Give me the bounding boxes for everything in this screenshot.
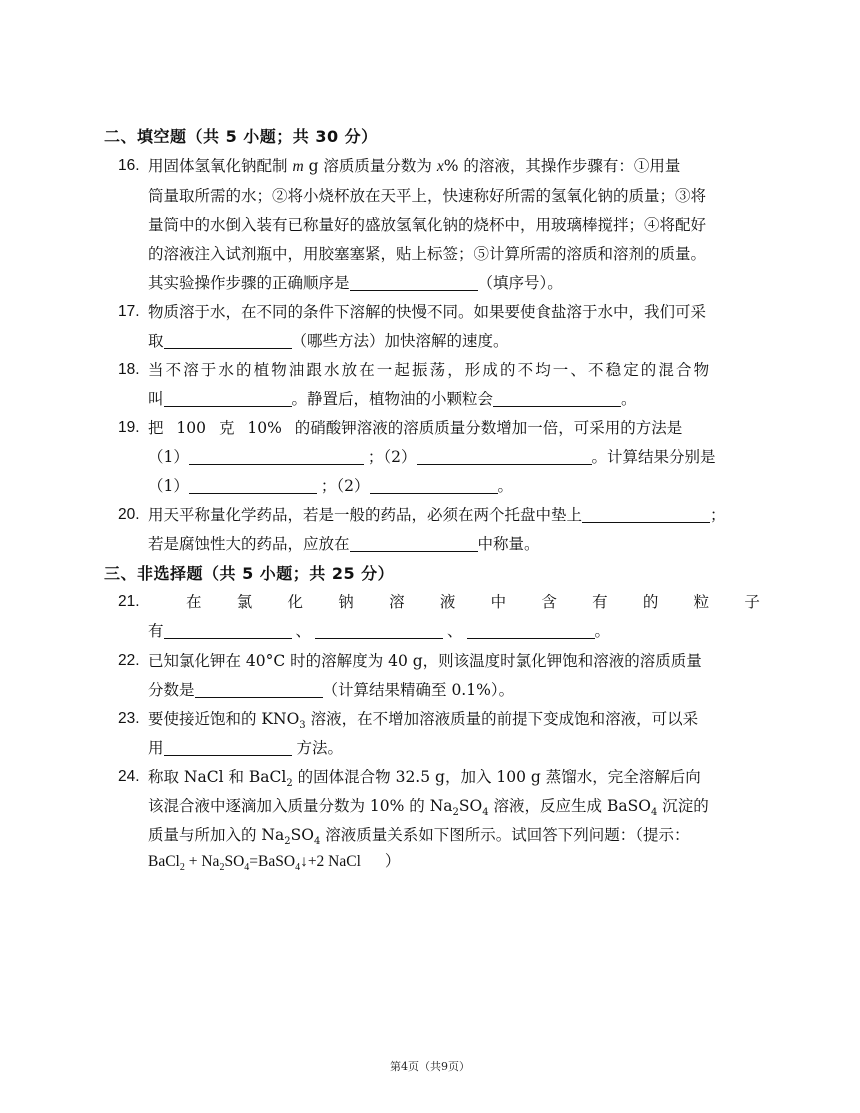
q24-subscript: 4 <box>244 862 250 874</box>
question-number-18: 18. <box>118 361 140 378</box>
q20-text: 用天平称量化学药品，若是一般的药品，必须在两个托盘中垫上 <box>148 506 583 524</box>
q21-word: 氯 <box>236 593 253 611</box>
q19-text: 。计算结果分别是 <box>591 448 716 466</box>
q24-line-1 <box>148 766 701 795</box>
q21-text: 有 <box>148 622 164 640</box>
question-number-22: 22. <box>118 652 140 669</box>
q22-text: 分数是 <box>148 681 195 699</box>
q18-line-1 <box>148 359 760 381</box>
q23-subscript: 3 <box>299 720 306 732</box>
q21-word: 中 <box>490 593 507 611</box>
q24-line-3 <box>148 824 690 853</box>
question-number-23: 23. <box>118 710 140 727</box>
q19-line-3 <box>148 475 513 497</box>
q17-answer-blank[interactable] <box>164 330 292 349</box>
q21-line-2 <box>148 620 610 642</box>
q24-formula: SO <box>224 853 245 870</box>
q21-word: 在 <box>186 593 202 611</box>
q23-line-1 <box>148 708 698 737</box>
q19-text: ；（2） <box>367 448 417 466</box>
q23-text: 溶液，在不增加溶液质量的前提下变成饱和溶液，可以采 <box>305 710 699 728</box>
question-number-24: 24. <box>118 768 140 785</box>
q24-subscript: 4 <box>650 807 658 819</box>
q23-text: 用 <box>148 739 164 757</box>
q21-word: 含 <box>541 593 557 611</box>
question-number-17: 17. <box>118 303 140 320</box>
q20-text: 中称量。 <box>477 535 540 553</box>
q24-text: SO <box>458 797 483 815</box>
q23-text: 要使接近饱和的 KNO <box>148 710 300 728</box>
q20-answer-blank-1[interactable] <box>582 504 710 523</box>
q24-text: SO <box>290 826 314 844</box>
q22-answer-blank[interactable] <box>195 679 323 698</box>
q21-word: 子 <box>744 593 760 611</box>
q16-text: 其实验操作步骤的正确顺序是 <box>148 274 350 292</box>
q21-answer-blank-1[interactable] <box>164 620 292 639</box>
section-heading-fill-in: 二、填空题（共 5 小题；共 30 分） <box>104 127 378 146</box>
q20-text: ； <box>710 506 726 524</box>
q18-text: 。 <box>621 390 637 408</box>
q21-line-1 <box>186 591 760 613</box>
q24-text: 该混合液中逐滴加入质量分数为 10% 的 Na <box>148 797 453 815</box>
q24-text: 的固体混合物 32.5 g，加入 100 g 蒸馏水，完全溶解后向 <box>292 768 701 786</box>
q19-text: （1） <box>148 477 189 495</box>
q18-text: 叫 <box>148 390 164 408</box>
q24-equation <box>148 851 400 879</box>
q17-line-1: 物质溶于水，在不同的条件下溶解的快慢不同。如果要使食盐溶于水中，我们可采 <box>148 303 707 321</box>
page-footer: 第4页（共9页） <box>390 1060 470 1073</box>
q16-line-5 <box>148 272 563 294</box>
q21-word: 溶 <box>389 593 405 611</box>
q24-subscript: 4 <box>482 807 489 819</box>
section-heading-non-choice: 三、非选择题（共 5 小题；共 25 分） <box>104 564 395 583</box>
question-number-19: 19. <box>118 419 140 436</box>
q16-var-m: m <box>292 158 304 175</box>
q24-subscript: 4 <box>295 862 301 874</box>
q23-answer-blank[interactable] <box>164 737 292 756</box>
q19-text: 。 <box>497 477 514 495</box>
q18-answer-blank-2[interactable] <box>493 388 621 407</box>
q24-subscript: 2 <box>286 778 293 790</box>
q16-line-4: 的溶液注入试剂瓶中，用胶塞塞紧，贴上标签；⑤计算所需的溶质和溶剂的质量。 <box>148 245 707 263</box>
q18-answer-blank-1[interactable] <box>164 388 292 407</box>
q16-line-2: 筒量取所需的水；②将小烧杯放在天平上，快速称好所需的氢氧化钠的质量；③将 <box>148 187 707 205</box>
q19-line-2 <box>148 446 716 468</box>
q22-line-2 <box>148 679 514 701</box>
q16-answer-blank[interactable] <box>350 272 478 291</box>
q24-formula: ） <box>384 853 401 870</box>
q17-text: （哪些方法）加快溶解的速度。 <box>291 332 509 350</box>
q18-text: 当不溶于水的植物油跟水放在一起振荡，形成的不均一、不稳定的混合物 <box>148 361 712 379</box>
q19-result-blank-2[interactable] <box>370 475 498 494</box>
q16-var-x: x <box>436 158 444 175</box>
q16-line-1 <box>148 155 680 178</box>
q22-line-1: 已知氯化钾在 40°C 时的溶解度为 40 g，则该温度时氯化钾饱和溶液的溶质质量 <box>148 652 702 670</box>
q21-text: 。 <box>594 622 611 640</box>
q19-line-1: 把 100 克 10% 的硝酸钾溶液的溶质质量分数增加一倍，可采用的方法是 <box>148 419 683 437</box>
q24-text: 质量与所加入的 Na <box>148 826 285 844</box>
q24-text: 溶液，反应生成 BaSO <box>488 797 651 815</box>
q23-text: 方法。 <box>291 739 343 757</box>
q19-method-blank-1[interactable] <box>189 446 364 465</box>
q24-line-2 <box>148 795 709 824</box>
q19-text: （1） <box>148 448 189 466</box>
q22-text: （计算结果精确至 0.1%）。 <box>322 681 515 699</box>
q24-formula: + Na <box>184 853 220 870</box>
q16-text: g 溶质质量分数为 <box>303 157 437 175</box>
q24-subscript: 2 <box>179 862 185 874</box>
q21-separator: 、 <box>295 622 312 640</box>
q21-word: 有 <box>592 593 608 611</box>
question-number-20: 20. <box>118 506 140 523</box>
q24-subscript: 2 <box>452 807 459 819</box>
q24-subscript: 2 <box>284 836 291 848</box>
q24-subscript: 2 <box>219 862 225 874</box>
q24-text: 沉淀的 <box>657 797 709 815</box>
q24-formula: ↓+2 NaCl <box>300 853 361 870</box>
q21-word: 液 <box>439 593 456 611</box>
q21-word: 粒 <box>693 593 710 611</box>
q21-word: 化 <box>287 593 304 611</box>
q19-method-blank-2[interactable] <box>417 446 592 465</box>
question-number-21: 21. <box>118 593 140 610</box>
q23-line-2 <box>148 737 343 759</box>
q20-text: 若是腐蚀性大的药品，应放在 <box>148 535 350 553</box>
q20-answer-blank-2[interactable] <box>350 533 478 552</box>
q20-line-2 <box>148 533 540 555</box>
q18-text: 。静置后，植物油的小颗粒会 <box>291 390 494 408</box>
q21-word: 钠 <box>338 593 354 611</box>
q20-line-1 <box>148 504 726 526</box>
q24-text: 溶液质量关系如下图所示。试回答下列问题：（提示： <box>320 826 690 844</box>
q21-word: 的 <box>642 593 659 611</box>
q16-line-3: 量筒中的水倒入装有已称量好的盛放氢氧化钠的烧杯中，用玻璃棒搅拌；④将配好 <box>148 216 707 234</box>
q17-line-2 <box>148 330 509 352</box>
q24-formula: BaCl <box>148 853 180 870</box>
q17-text: 取 <box>148 332 164 350</box>
q16-text: 用固体氢氧化钠配制 <box>148 157 293 175</box>
q21-answer-blank-3[interactable] <box>467 620 595 639</box>
question-number-16: 16. <box>118 157 140 174</box>
q16-text: % 的溶液，其操作步骤有：①用量 <box>443 157 681 175</box>
q19-result-blank-1[interactable] <box>189 475 317 494</box>
q21-separator: 、 <box>447 622 463 640</box>
q24-formula: =BaSO <box>249 853 296 870</box>
q24-subscript: 4 <box>313 836 321 848</box>
q19-text: ；（2） <box>320 477 370 495</box>
q18-line-2 <box>148 388 637 410</box>
q24-text: 称取 NaCl 和 BaCl <box>148 768 287 786</box>
q16-text: （填序号）。 <box>477 274 563 292</box>
q21-answer-blank-2[interactable] <box>315 620 443 639</box>
